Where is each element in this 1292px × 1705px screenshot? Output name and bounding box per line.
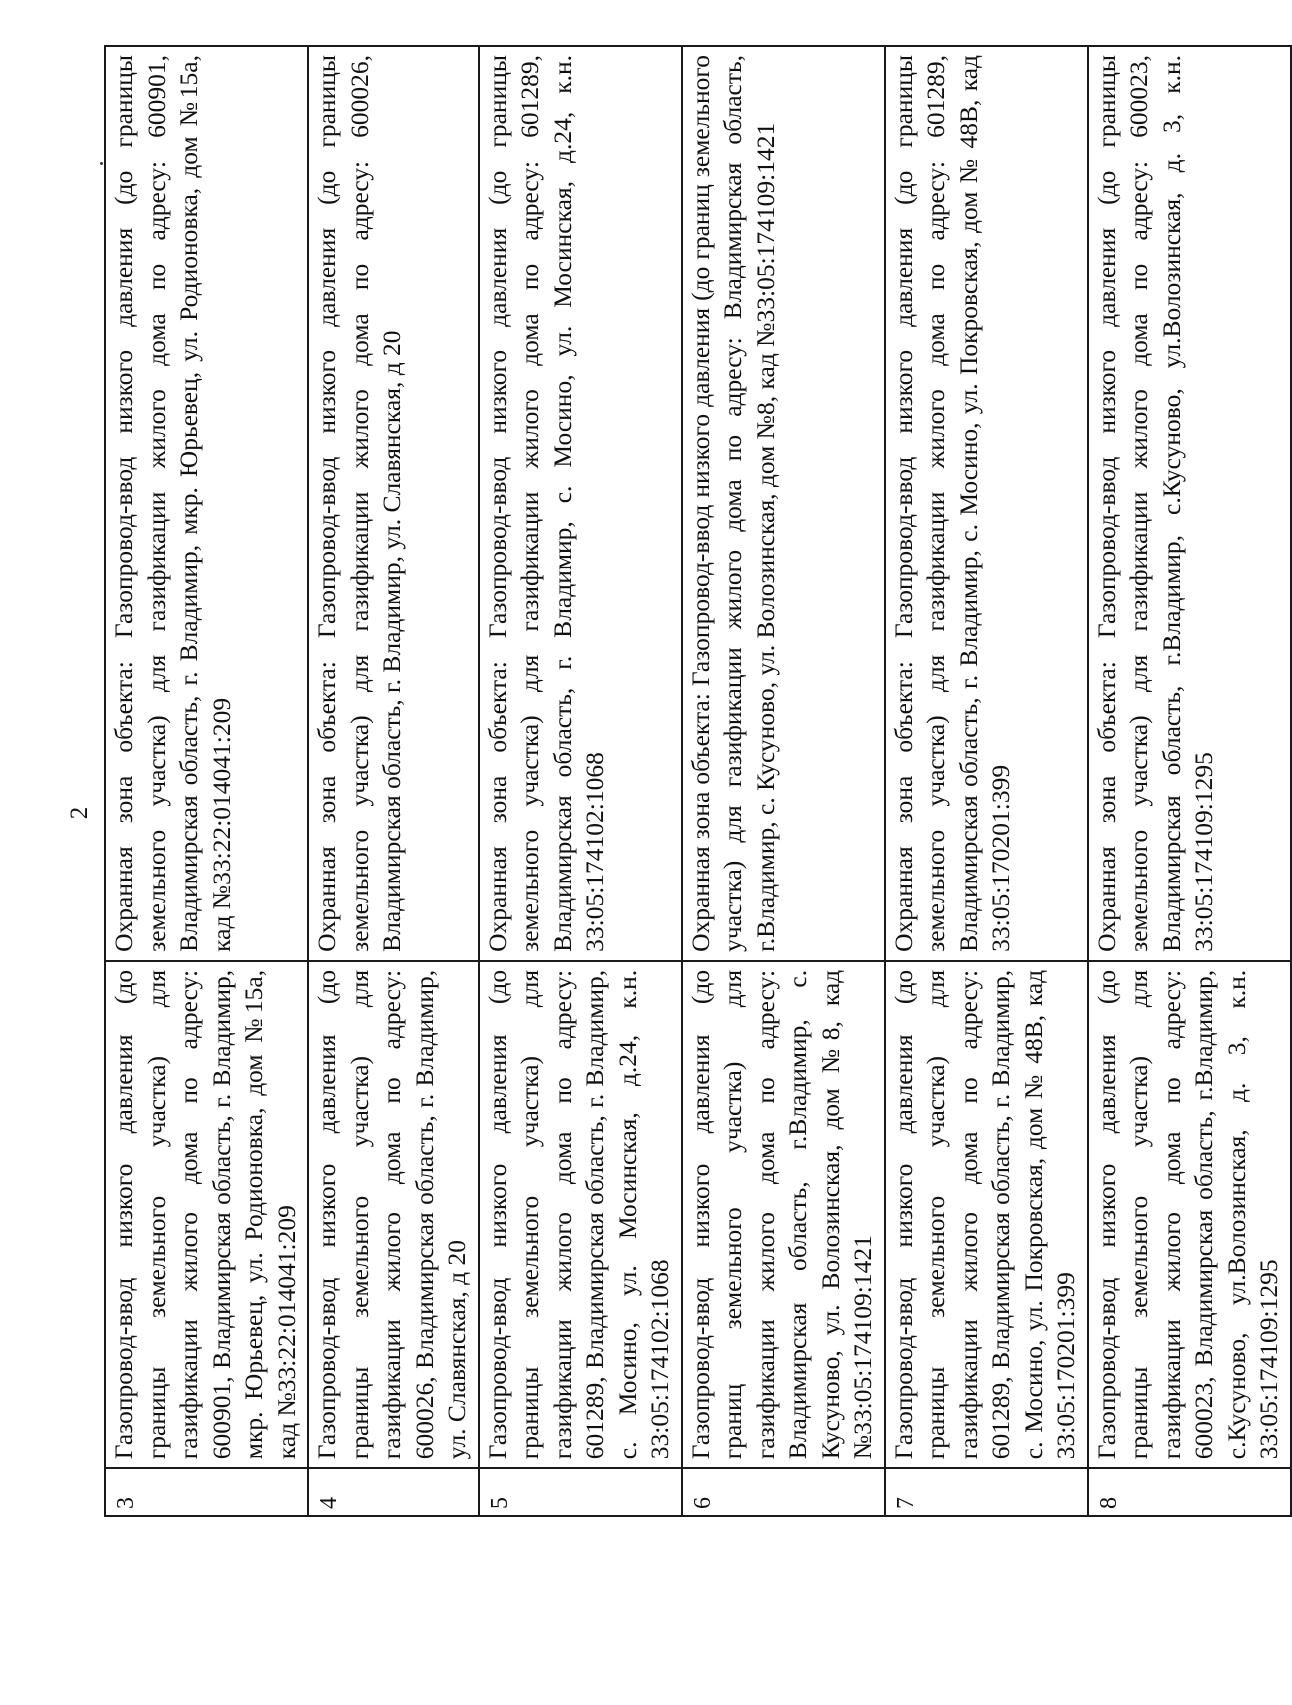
table-row [885, 46, 1088, 1516]
row-number: 5 [479, 1468, 682, 1516]
row-number: 6 [682, 1468, 885, 1516]
protection-zone-description: Охранная зона объекта: Газопровод-ввод низкого давления (до границы земельного участка) для газификации жилого дома по адресу: 600026, Владимирская область, г. Владимир, ул. Славянская, д 20 [308, 46, 479, 961]
object-description: Газопровод-ввод низкого давления (до границы земельного участка) для газификации жилого дома по адресу: 600901, Владимирская область, г. Владимир, мкр. Юрьевец, ул. Родионовка, дом №15а, кад №33:22:014041:209 [105, 961, 308, 1468]
scan-speck [100, 162, 103, 165]
table-row [1088, 46, 1291, 1516]
object-description: Газопровод-ввод низкого давления (до границ земельного участка) для газификации жилого дома по адресу: Владимирская область, г.Владимир, с. Кусуново, ул. Волозинская, дом №8, кад №33:05:174109:1421 [682, 961, 885, 1468]
row-number: 3 [105, 1468, 308, 1516]
protection-zone-description: Охранная зона объекта: Газопровод-ввод низкого давления (до границы земельного участка) для газификации жилого дома по адресу: 600023, Владимирская область, г.Владимир, с.Кусуново, ул.Волозинская, д. 3, к.н. 33:05:174109:1295 [1088, 46, 1291, 961]
table-row [682, 46, 885, 1516]
protection-zone-description: Охранная зона объекта: Газопровод-ввод низкого давления (до границы земельного участка) для газификации жилого дома по адресу: 601289, Владимирская область, г. Владимир, с. Мосино, ул. Мосинская, д.24, к.н. 33:05:174102:1068 [479, 46, 682, 961]
table-row [479, 46, 682, 1516]
object-description: Газопровод-ввод низкого давления (до границы земельного участка) для газификации жилого дома по адресу: 601289, Владимирская область, г. Владимир, с. Мосино, ул. Мосинская, д.24, к.н. 33:05:174102:1068 [479, 961, 682, 1468]
object-description: Газопровод-ввод низкого давления (до границы земельного участка) для газификации жилого дома по адресу: 601289, Владимирская область, г. Владимир, с. Мосино, ул. Покровская, дом № 48В, кад 33:05:170201:399 [885, 961, 1088, 1468]
row-number: 7 [885, 1468, 1088, 1516]
row-number: 4 [308, 1468, 479, 1516]
protection-zone-description: Охранная зона объекта: Газопровод-ввод низкого давления (до границы земельного участка) для газификации жилого дома по адресу: 601289, Владимирская область, г. Владимир, с. Мосино, ул. Покровская, дом № 48В, кад 33:05:170201:399 [885, 46, 1088, 961]
row-number: 8 [1088, 1468, 1291, 1516]
protection-zone-description: Охранная зона объекта: Газопровод-ввод низкого давления (до границы земельного участка) для газификации жилого дома по адресу: 600901, Владимирская область, г. Владимир, мкр. Юрьевец, ул. Родионовка, дом №15а, кад №33:22:014041:209 [105, 46, 308, 961]
registry-table [104, 45, 1292, 1517]
protection-zone-description: Охранная зона объекта: Газопровод-ввод низкого давления (до границ земельного участка) для газификации жилого дома по адресу: Владимирская область, г.Владимир, с. Кусуново, ул. Волозинская, дом №8, кад №33:05:174109:1421 [682, 46, 885, 961]
page-number: 2 [66, 806, 93, 820]
table-row [308, 46, 479, 1516]
table-row [105, 46, 308, 1516]
object-description: Газопровод-ввод низкого давления (до границы земельного участка) для газификации жилого дома по адресу: 600023, Владимирская область, г.Владимир, с.Кусуново, ул.Волозинская, д. 3, к.н. 33:05:174109:1295 [1088, 961, 1291, 1468]
object-description: Газопровод-ввод низкого давления (до границы земельного участка) для газификации жилого дома по адресу: 600026, Владимирская область, г. Владимир, ул. Славянская, д 20 [308, 961, 479, 1468]
